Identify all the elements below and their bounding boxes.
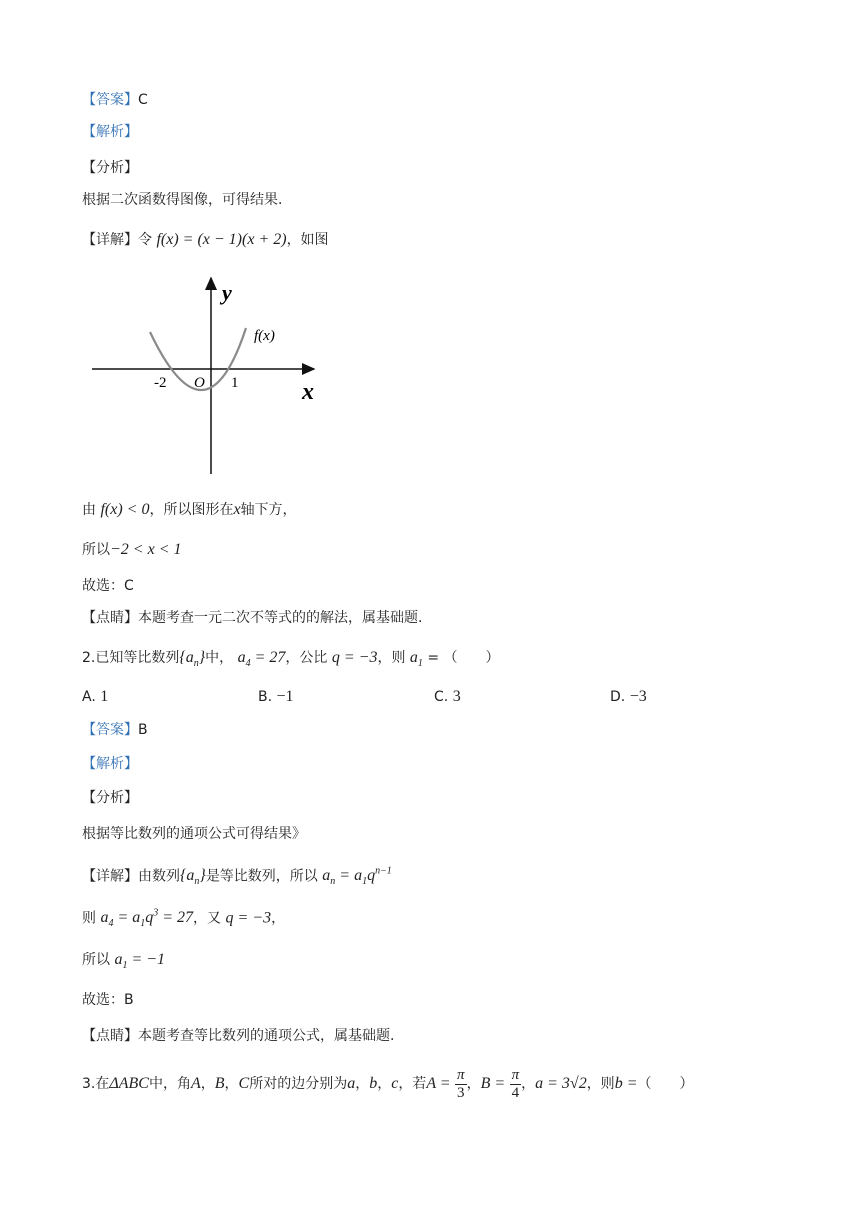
comment-tag: 【点睛】 [82, 610, 138, 626]
q1-detail-line [82, 230, 329, 250]
q3-b-eq: b = [614, 1075, 638, 1092]
line-a-prefix: 则 [82, 910, 96, 927]
q2-detail-formula: $a_n = a_1q^{n-1}$ [322, 866, 392, 888]
q2-fenxi-text: 根据等比数列的通项公式可得结果》 [82, 826, 306, 842]
q2-fenxi-tag: 【分析】 [82, 790, 138, 806]
line-a-end: ， [271, 910, 286, 927]
comment-text: 本题考查等比数列的通项公式，属基础题. [138, 1028, 395, 1044]
q2-stem-prefix: 2.已知等比数列 [82, 650, 180, 666]
q2-analysis-tag: 【解析】 [82, 756, 138, 772]
option-value: −1 [276, 688, 294, 705]
line-a-mid: ，所以图形在 [149, 502, 234, 518]
q2-option-b[interactable] [258, 687, 294, 707]
curve-label: f(x) [254, 328, 275, 344]
option-label: C. [434, 689, 449, 705]
tick-one: 1 [231, 375, 239, 391]
line-b-prefix: 所以 [82, 952, 110, 968]
detail-mid: 是等比数列，所以 [205, 868, 318, 885]
x-axis-label: x [302, 379, 314, 405]
line-a-mid: ，又 [193, 910, 222, 927]
q3-stem-mid1: 中，角 [148, 1076, 191, 1092]
q3-angles: A [190, 1075, 201, 1092]
line-a-prefix: 由 [82, 502, 96, 518]
option-value: −3 [629, 688, 647, 705]
answer-value: B [138, 722, 148, 738]
q2-stem [82, 648, 500, 674]
detail-suffix: ，如图 [286, 232, 329, 248]
q3-frac-b [510, 1067, 522, 1102]
q3-angles-mid: 所对的边分别为 [249, 1076, 348, 1092]
q2-stem-end: = （ ） [427, 650, 500, 666]
q1-fenxi-text: 根据二次函数得图像，可得结果. [82, 192, 283, 208]
parabola-graph [86, 272, 326, 477]
line-a-suffix: 轴下方， [240, 502, 297, 518]
frac-num: π [457, 1066, 465, 1083]
comment-tag: 【点睛】 [82, 1028, 138, 1044]
q2-a4-val: = 27 [254, 649, 286, 666]
q3-then: ，则 [586, 1076, 615, 1092]
q3-side-a: a [347, 1075, 356, 1092]
q3-a-eq: a = 3√2 [535, 1075, 587, 1092]
comment-text: 本题考查一元二次不等式的的解法，属基础题. [138, 610, 423, 626]
q3-A-eq: A = [426, 1075, 451, 1092]
line-b-formula: −2 < x < 1 [110, 541, 182, 558]
option-value: 3 [452, 688, 461, 705]
q1-line-b [82, 540, 182, 560]
q2-answer-line [82, 720, 148, 740]
option-value: 1 [100, 688, 109, 705]
detail-tag: 【详解】 [82, 232, 138, 248]
q3-triangle: ΔABC [109, 1075, 149, 1092]
q2-a1: $a_1$ [409, 649, 423, 670]
q2-stem-mid3: ，则 [377, 650, 406, 666]
frac-num: π [511, 1066, 520, 1083]
origin-label: O [194, 375, 205, 391]
q3-stem: 3.在ΔABC中，角A，B，C所对的边分别为a，b，c，若A = $\frac{\pi}{3}$ ，B = $\frac{\pi}{4}$ ，a = 3√2，则b =（ ） [82, 1066, 694, 1101]
q2-comment [82, 1026, 394, 1046]
detail-prefix: 令 [138, 232, 152, 248]
frac-den: 3 [457, 1084, 465, 1101]
q3-frac-a [455, 1067, 467, 1102]
q3-side-c: c [391, 1075, 399, 1092]
q1-line-a [82, 500, 297, 520]
q2-option-d[interactable] [610, 687, 647, 707]
q3-side-b: b [369, 1075, 378, 1092]
line-a-var: x [233, 501, 241, 518]
q2-a4: $a_4 = 27$ [237, 649, 286, 670]
y-axis-label: y [222, 280, 232, 305]
q1-fenxi-tag: 【分析】 [82, 160, 138, 176]
q2-stem-mid1: 中， [205, 650, 234, 666]
option-label: A. [82, 689, 96, 705]
answer-tag: 【答案】 [82, 92, 138, 108]
frac-den: 4 [511, 1084, 520, 1101]
line-a-q: q = −3 [225, 909, 272, 927]
q3-angle-b: B [214, 1075, 225, 1092]
q2-line-b-formula: $a_1 = -1$ [114, 951, 166, 972]
q2-option-a[interactable] [82, 687, 108, 707]
q2-line-a [82, 904, 285, 935]
line-b-val: = −1 [131, 951, 166, 968]
detail-formula: f(x) = (x − 1)(x + 2) [156, 231, 287, 248]
q2-line-a-formula: $a_4 = a_1q^3 = 27$ [100, 908, 194, 930]
q1-comment [82, 608, 422, 628]
q2-q: q = −3 [331, 649, 378, 666]
q2-seq: $\{a_n\}$ [179, 649, 206, 670]
q3-stem-end: （ ） [637, 1076, 694, 1092]
detail-tag: 【详解】 [82, 868, 138, 885]
answer-value: C [138, 92, 148, 108]
q1-choose: 故选：C [82, 578, 134, 594]
line-b-prefix: 所以 [82, 542, 110, 558]
detail-prefix: 由数列 [138, 868, 180, 885]
q2-detail-seq: $\{a_n\}$ [180, 867, 206, 888]
q2-detail-line [82, 862, 392, 893]
q3-angle-c: C [238, 1075, 250, 1092]
q2-stem-mid2: ，公比 [285, 650, 328, 666]
q1-answer-line [82, 90, 148, 110]
line-a-formula: f(x) < 0 [100, 501, 150, 518]
q1-analysis-tag: 【解析】 [82, 124, 138, 140]
option-label: D. [610, 689, 626, 705]
q3-stem-prefix: 3.在 [82, 1076, 110, 1092]
option-label: B. [258, 689, 273, 705]
q3-B-eq: B = [480, 1075, 506, 1092]
q3-if: ，若 [398, 1076, 427, 1092]
tick-minus-two: -2 [154, 375, 167, 391]
answer-tag: 【答案】 [82, 722, 138, 738]
q2-line-b [82, 950, 165, 976]
q2-choose: 故选：B [82, 992, 134, 1008]
q2-option-c[interactable] [434, 687, 461, 707]
